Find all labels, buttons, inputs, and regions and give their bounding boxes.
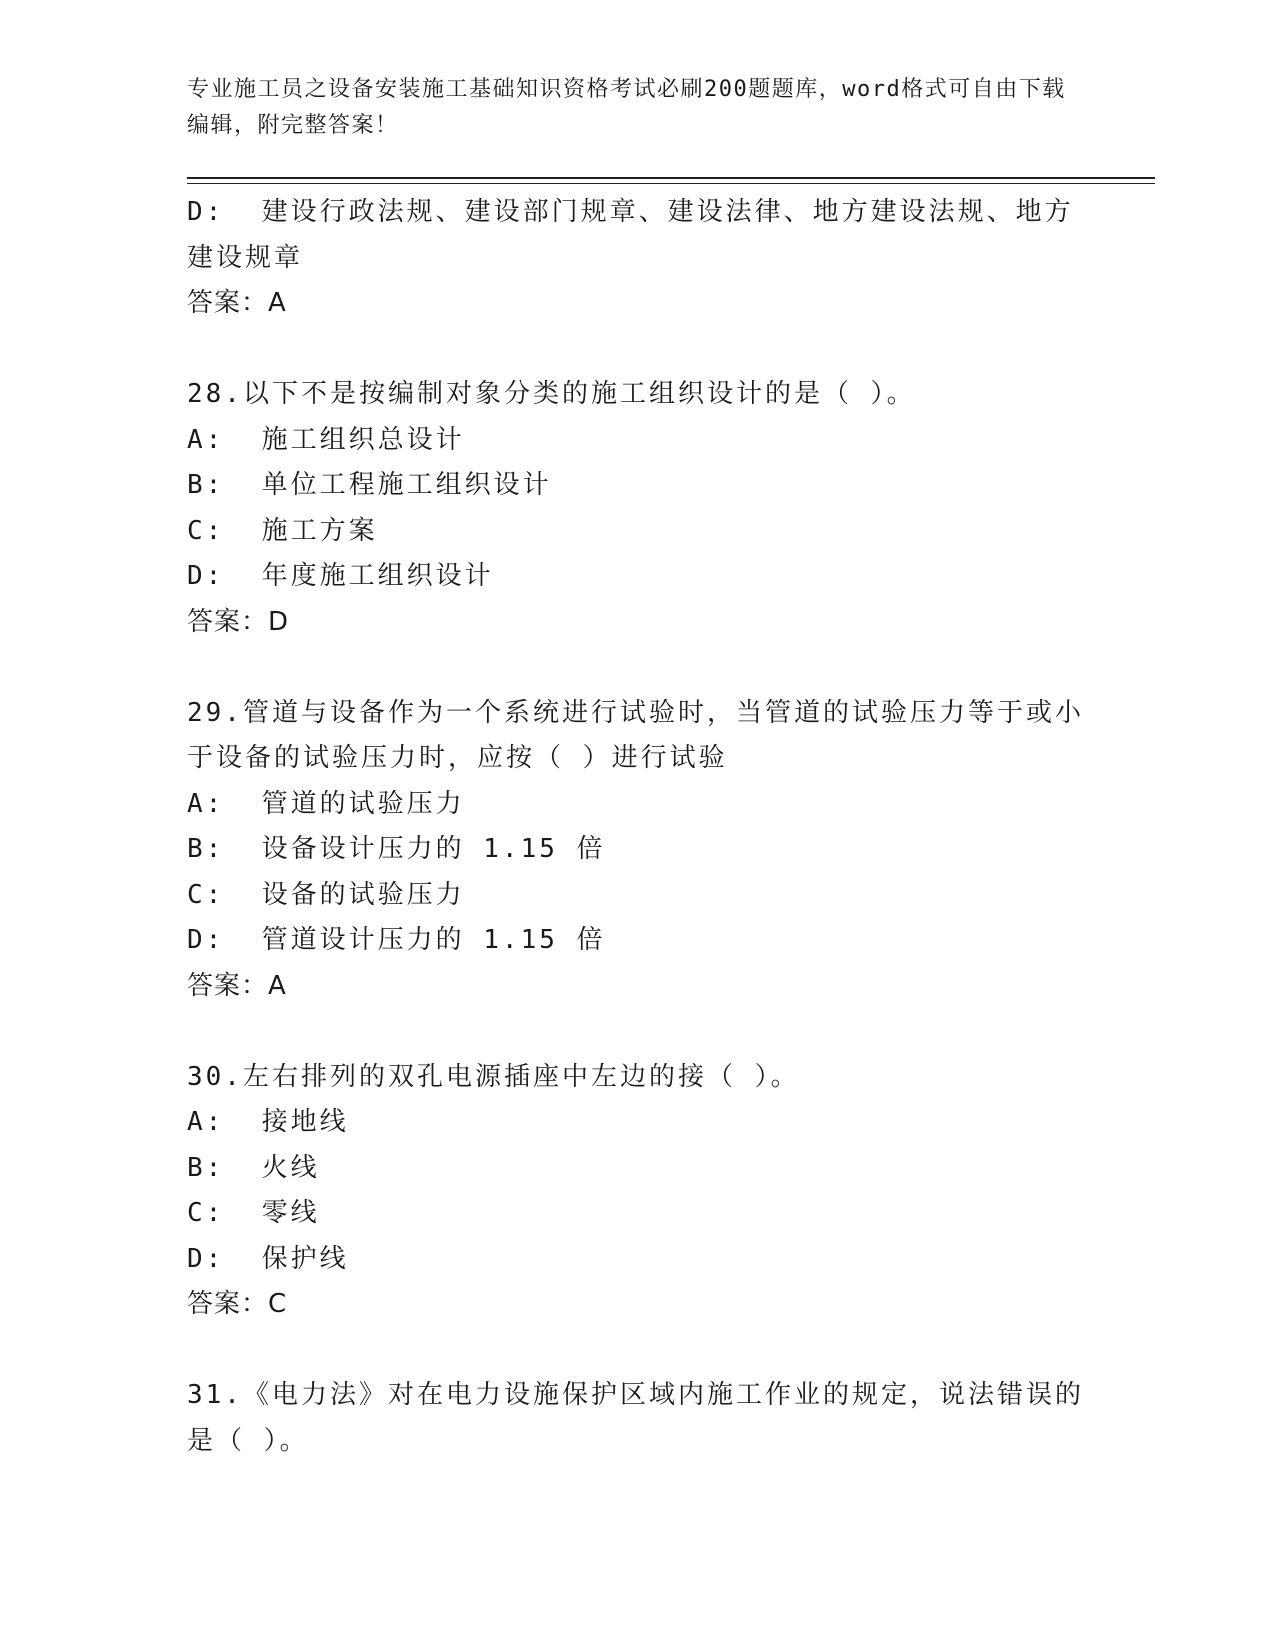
- question-stem: 30.左右排列的双孔电源插座中左边的接（ ）。: [187, 1061, 800, 1092]
- option-c: C: 零线: [187, 1198, 320, 1228]
- option-c: C: 设备的试验压力: [187, 879, 465, 910]
- question-stem: 28.以下不是按编制对象分类的施工组织设计的是（ ）。: [187, 379, 916, 409]
- answer-line: 答案：A: [187, 970, 287, 1001]
- option-c: C: 施工方案: [187, 515, 378, 546]
- option-d: D: 管道设计压力的 1.15 倍: [187, 925, 606, 955]
- option-a: A: 施工组织总设计: [187, 424, 465, 455]
- option-b: B: 火线: [187, 1152, 320, 1183]
- spacer: [187, 1009, 1087, 1055]
- question-block-28: [187, 372, 1087, 645]
- spacer: [187, 327, 1087, 373]
- answer-line: 答案：D: [187, 606, 290, 637]
- header-divider-thin: [187, 183, 1155, 184]
- answer-line: 答案：A: [187, 288, 287, 318]
- question-block-31: [187, 1373, 1087, 1464]
- spacer: [187, 645, 1087, 691]
- question-stem: 29.管道与设备作为一个系统进行试验时，当管道的试验压力等于或小于设备的试验压力时，应按（ ）进行试验: [187, 697, 1084, 773]
- question-block-27-tail: [187, 190, 1087, 327]
- option-d: D: 保护线: [187, 1243, 349, 1274]
- option-b: B: 单位工程施工组织设计: [187, 470, 552, 500]
- option-b: B: 设备设计压力的 1.15 倍: [187, 834, 606, 864]
- spacer: [187, 1328, 1087, 1374]
- header-divider-thick: [187, 177, 1155, 179]
- option-d: D: 年度施工组织设计: [187, 561, 494, 591]
- question-list: [187, 190, 1087, 1464]
- question-block-29: [187, 691, 1087, 1010]
- document-header: [187, 72, 1087, 144]
- option-d: D: 建设行政法规、建设部门规章、建设法律、地方建设法规、地方建设规章: [187, 197, 1074, 273]
- header-title: 专业施工员之设备安装施工基础知识资格考试必刷200题题库，word格式可自由下载编辑，附完整答案！: [187, 77, 1066, 138]
- option-a: A: 管道的试验压力: [187, 788, 465, 819]
- question-block-30: [187, 1055, 1087, 1328]
- option-a: A: 接地线: [187, 1107, 349, 1137]
- answer-line: 答案：C: [187, 1289, 288, 1319]
- question-stem: 31.《电力法》对在电力设施保护区域内施工作业的规定，说法错误的是（ ）。: [187, 1380, 1084, 1456]
